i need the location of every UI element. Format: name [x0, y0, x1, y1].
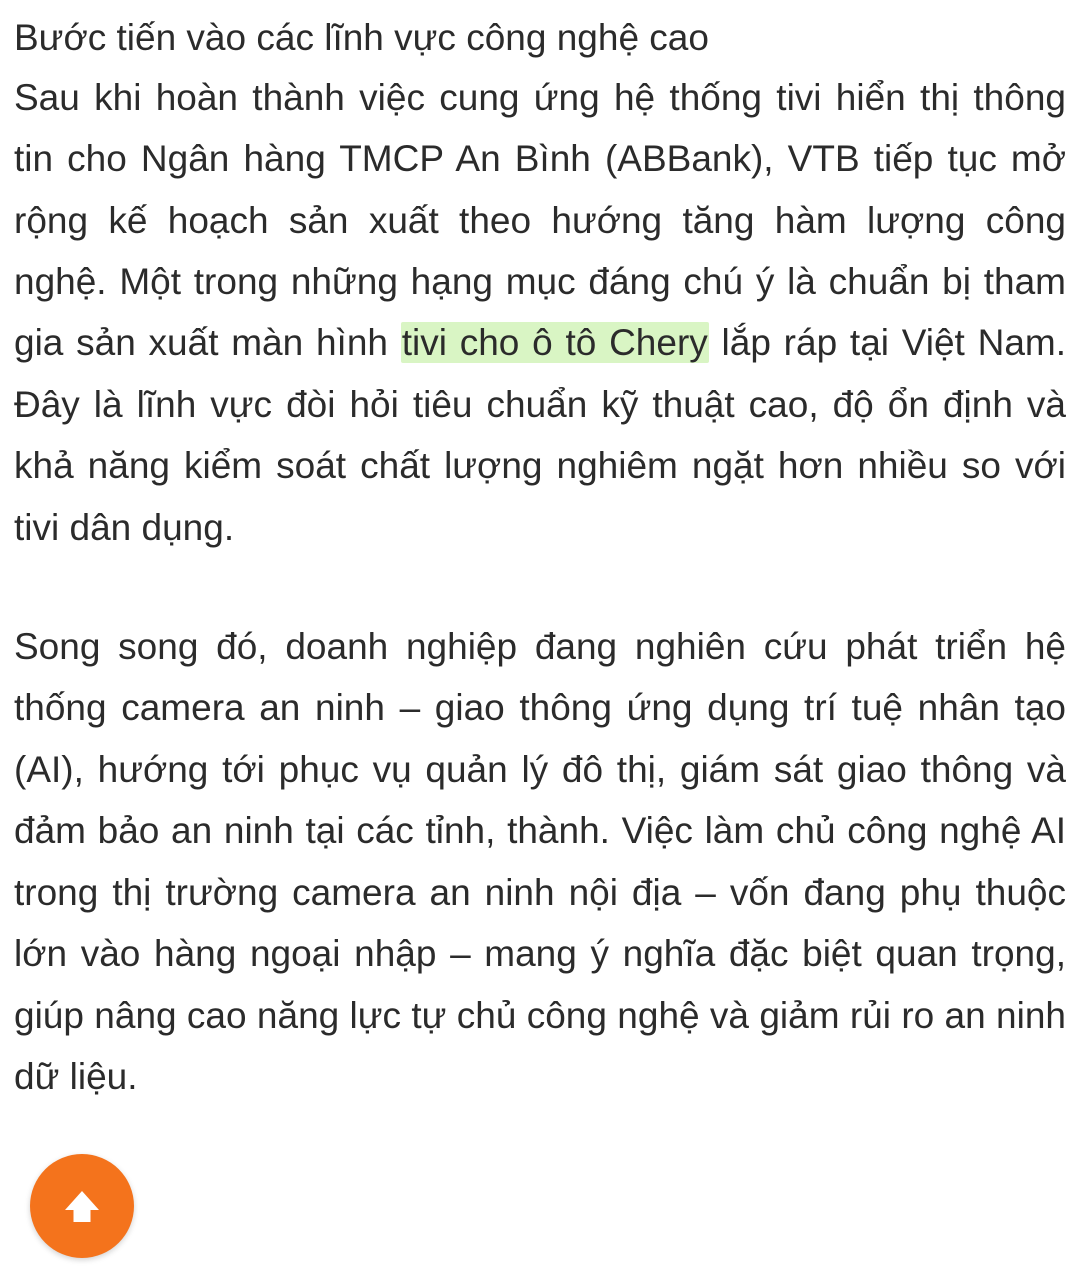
paragraph-1-text-before: Sau khi hoàn thành việc cung ứng hệ thống tivi hiển thị thông tin cho Ngân hàng TMCP An Bình (ABBank), VTB tiếp tục mở rộng kế hoạch sản xuất theo hướng tăng hàm lượng công nghệ. Một trong những hạng mục đáng chú ý là chuẩn bị tham gia sản xuất màn hình — [14, 76, 1066, 364]
highlighted-text: tivi cho ô tô Chery — [401, 322, 708, 364]
arrow-up-icon — [56, 1180, 108, 1232]
scroll-to-top-button[interactable] — [30, 1154, 134, 1258]
paragraph-1-text-after: lắp ráp tại Việt Nam. Đây là lĩnh vực đòi hỏi tiêu chuẩn kỹ thuật cao, độ ổn định và khả năng kiểm soát chất lượng nghiêm ngặt hơn nhiều so với tivi dân dụng. — [14, 322, 1066, 548]
paragraph-1 — [14, 67, 1066, 558]
paragraph-2: Song song đó, doanh nghiệp đang nghiên cứu phát triển hệ thống camera an ninh – giao thông ứng dụng trí tuệ nhân tạo (AI), hướng tới phục vụ quản lý đô thị, giám sát giao thông và đảm bảo an ninh tại các tỉnh, thành. Việc làm chủ công nghệ AI trong thị trường camera an ninh nội địa – vốn đang phụ thuộc lớn vào hàng ngoại nhập – mang ý nghĩa đặc biệt quan trọng, giúp nâng cao năng lực tự chủ công nghệ và giảm rủi ro an ninh dữ liệu. — [14, 626, 1066, 1097]
section-heading: Bước tiến vào các lĩnh vực công nghệ cao — [14, 17, 709, 58]
